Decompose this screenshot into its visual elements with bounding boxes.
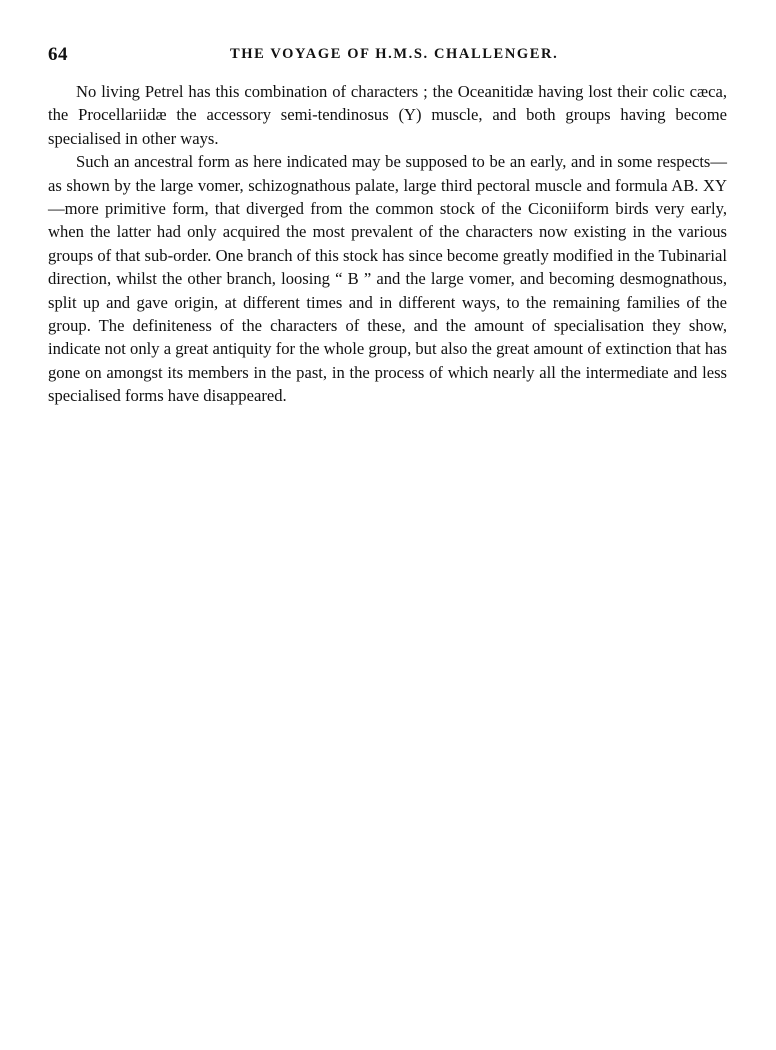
- paragraph: No living Petrel has this combination of characters ; the Oceanitidæ having lost their colic cæca, the Procellariidæ the accessory semi-tendinosus (Y) muscle, and both groups having become specialised in other ways.: [48, 82, 727, 148]
- running-title: THE VOYAGE OF H.M.S. CHALLENGER.: [230, 46, 559, 62]
- running-head: [48, 44, 728, 66]
- page-number: 64: [48, 44, 68, 65]
- body-text: [48, 80, 727, 408]
- paragraph: Such an ancestral form as here indicated may be supposed to be an early, and in some respects—as shown by the large vomer, schizognathous palate, large third pectoral muscle and formula AB. XY—more primitive form, that diverged from the common stock of the Ciconiiform birds very early, when the latter had only acquired the most prevalent of the characters now existing in the various groups of that sub-order. One branch of this stock has since become greatly modified in the Tubinarial direction, whilst the other branch, loosing “ B ” and the large vomer, and becoming desmognathous, split up and gave origin, at different times and in different ways, to the remaining families of the group. The definiteness of the characters of these, and the amount of specialisation they show, indicate not only a great antiquity for the whole group, but also the great amount of extinction that has gone on amongst its members in the past, in the process of which nearly all the intermediate and less specialised forms have disappeared.: [48, 152, 727, 406]
